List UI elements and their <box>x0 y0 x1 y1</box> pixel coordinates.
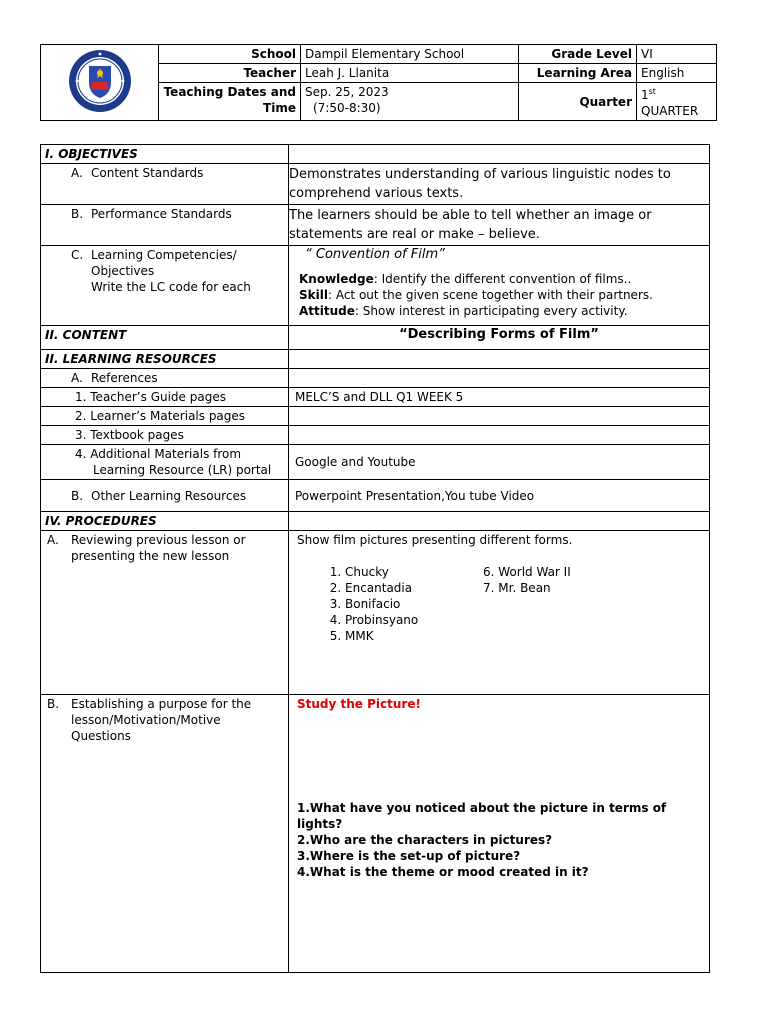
header-table <box>40 44 717 121</box>
area-label: Learning Area <box>519 64 637 83</box>
resources-title: II. LEARNING RESOURCES <box>41 350 289 369</box>
teacher-value: Leah J. Llanita <box>301 64 519 83</box>
area-value: English <box>637 64 717 83</box>
question-item: 3.Where is the set-up of picture? <box>297 849 521 863</box>
competency-title: “ Convention of Film” <box>305 247 445 262</box>
reviewing-intro: Show film pictures presenting different forms. <box>297 533 573 547</box>
film-item: 2. Encantadia <box>345 580 705 596</box>
picture-area <box>297 712 705 800</box>
learning-competencies-value: “ Convention of Film” Knowledge: Identify the different convention of films.. Skill: Act out the given scene together with their partners. Attitude: Show interest in participating every activity. <box>289 246 710 326</box>
content-standards-label: A. Content Standards <box>41 164 289 205</box>
procedures-title: IV. PROCEDURES <box>41 512 289 531</box>
performance-standards-value: The learners should be able to tell whether an image or statements are real or make – believe. <box>289 205 710 246</box>
additional-materials-label: 4. Additional Materials from Learning Resource (LR) portal <box>41 445 289 480</box>
school-value: Dampil Elementary School <box>301 45 519 64</box>
quarter-sup: st <box>648 87 656 96</box>
dates-line2: (7:50-8:30) <box>313 101 381 115</box>
reviewing-label: A. Reviewing previous lesson or presenting the new lesson <box>41 531 289 695</box>
teachers-guide-label: 1. Teacher’s Guide pages <box>41 388 289 407</box>
quarter-label: Quarter <box>519 83 637 121</box>
teacher-label: Teacher <box>159 64 301 83</box>
quarter-value <box>637 83 717 121</box>
quarter-word: QUARTER <box>641 104 699 118</box>
purpose-value <box>289 695 710 973</box>
lesson-plan-table <box>40 144 710 973</box>
other-resources-label: B. Other Learning Resources <box>41 480 289 512</box>
question-item: 1.What have you noticed about the picture in terms of lights? <box>297 801 667 831</box>
film-item: 6. World War II <box>483 565 571 579</box>
reviewing-value <box>289 531 710 695</box>
film-item: 7. Mr. Bean <box>483 581 551 595</box>
additional-materials-value: Google and Youtube <box>289 445 710 480</box>
school-label: School <box>159 45 301 64</box>
logo-cell <box>41 45 159 121</box>
film-item: 1. Chucky <box>345 564 705 580</box>
content-title: II. CONTENT <box>41 326 289 350</box>
other-resources-value: Powerpoint Presentation,You tube Video <box>289 480 710 512</box>
question-item: 2.Who are the characters in pictures? <box>297 833 553 847</box>
purpose-label: B. Establishing a purpose for the lesson/Motivation/Motive Questions <box>41 695 289 973</box>
film-list-right <box>483 564 571 596</box>
textbook-label: 3. Textbook pages <box>41 426 289 445</box>
references-label: A. References <box>41 369 289 388</box>
learners-materials-label: 2. Learner’s Materials pages <box>41 407 289 426</box>
dates-label: Teaching Dates and Time <box>159 83 301 121</box>
dates-line1: Sep. 25, 2023 <box>305 85 389 99</box>
dates-value <box>301 83 519 121</box>
content-standards-value: Demonstrates understanding of various linguistic nodes to comprehend various texts. <box>289 164 710 205</box>
learning-competencies-label: C. Learning Competencies/ Objectives Write the LC code for each <box>41 246 289 326</box>
performance-standards-label: B. Performance Standards <box>41 205 289 246</box>
teachers-guide-value: MELC’S and DLL Q1 WEEK 5 <box>289 388 710 407</box>
quarter-num: 1 <box>641 88 649 102</box>
objectives-title: I. OBJECTIVES <box>41 145 289 164</box>
question-item: 4.What is the theme or mood created in it? <box>297 865 589 879</box>
question-list <box>297 800 705 880</box>
grade-label: Grade Level <box>519 45 637 64</box>
film-item: 3. Bonifacio <box>345 596 705 612</box>
study-picture-heading: Study the Picture! <box>297 697 421 711</box>
deped-seal-icon <box>67 48 133 114</box>
film-item: 5. MMK <box>345 628 705 644</box>
grade-value: VI <box>637 45 717 64</box>
content-value: “Describing Forms of Film” <box>289 326 710 350</box>
film-item: 4. Probinsyano <box>345 612 705 628</box>
